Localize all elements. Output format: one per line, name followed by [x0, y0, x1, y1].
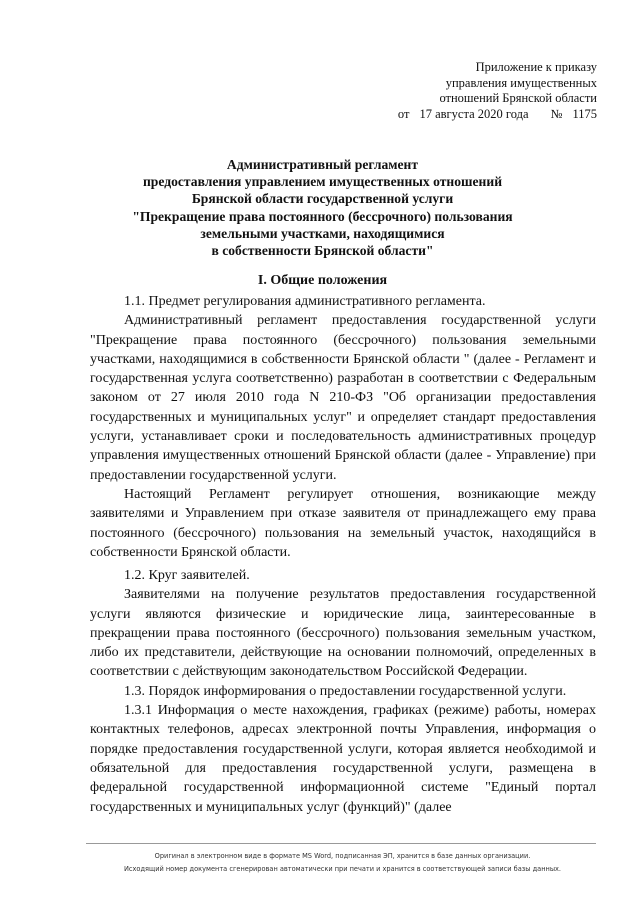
title-line-4: "Прекращение права постоянного (бессрочного) пользования	[132, 208, 513, 224]
paragraph-1-2: 1.2. Круг заявителей.	[124, 568, 250, 583]
paragraph-1-3: 1.3. Порядок информирования о предоставлении государственной услуги.	[124, 683, 567, 699]
body-block-2	[90, 566, 596, 817]
title-line-3: Брянской области государственной услуги	[191, 191, 454, 207]
title-line-2: предоставления управлением имущественных отношений	[142, 174, 503, 190]
paragraph-regulation: Административный регламент предоставления государственной услуги "Прекращение права постоянного (бессрочного) пользования земельными участками, находящимися в собственности Брянской области " (далее - Регламент и государственная услуга соответственно) разработан в соответствии с Федеральным законом от 27 июля 2010 года N 210-ФЗ "Об организации предоставления государственных и муниципальных услуг" и определяет стандарт предоставления услуги, устанавливает сроки и последовательность административных процедур управления имущественных отношений Брянской области (далее - Управление) при предоставлении государственной услуги.	[90, 313, 596, 483]
footer-divider	[86, 843, 596, 844]
number-sign: №	[550, 106, 563, 121]
footer-line-1: Оригинал в электронном виде в формате MS Word, подписанная ЭП, хранится в базе данных организации.	[154, 852, 531, 860]
section-heading: I. Общие положения	[257, 273, 388, 288]
body-block-1	[90, 292, 596, 562]
title-line-1: Административный регламент	[226, 157, 419, 172]
paragraph-1-1: 1.1. Предмет регулирования административного регламента.	[124, 294, 486, 309]
paragraph-scope: Настоящий Регламент регулирует отношения, возникающие между заявителями и Управлением при отказе заявителя от принадлежащего ему права постоянного (бессрочного) пользования на земельный участок, находящийся в собственности Брянской области.	[90, 486, 596, 560]
appendix-line-3: отношений Брянской области	[439, 91, 597, 105]
document-title	[80, 156, 565, 259]
appendix-header	[297, 60, 597, 122]
title-line-6: в собственности Брянской области"	[211, 243, 434, 259]
page-footer	[60, 850, 625, 876]
order-date: 17 августа 2020 года	[419, 106, 529, 121]
order-number: 1175	[572, 106, 597, 121]
footer-line-2: Исходящий номер документа сгенерирован автоматически при печати и хранится в соответствующей записи базы данных.	[123, 865, 562, 873]
appendix-date-line	[297, 107, 597, 123]
paragraph-1-3-1: 1.3.1 Информация о месте нахождения, графиках (режиме) работы, номерах контактных телефонов, адресах электронной почты Управления, информация о порядке предоставления государственной услуги, которая является необходимой и обязательной для предоставления государственной услуги, размещена в федеральной государственной информационной системе "Единый портал государственных и муниципальных услуг (функций)" (далее	[90, 703, 596, 815]
paragraph-applicants: Заявителями на получение результатов предоставления государственной услуги являются физические и юридические лица, заинтересованные в прекращении права постоянного (бессрочного) пользования земельным участком, либо их представители, действующие на основании полномочий, определенных в соответствии с действующим законодательством Российской Федерации.	[90, 587, 596, 680]
date-prefix: от	[397, 106, 410, 121]
appendix-line-1: Приложение к приказу	[475, 60, 597, 74]
title-line-5: земельными участками, находящимися	[200, 225, 445, 241]
appendix-line-2: управления имущественных	[445, 75, 597, 90]
